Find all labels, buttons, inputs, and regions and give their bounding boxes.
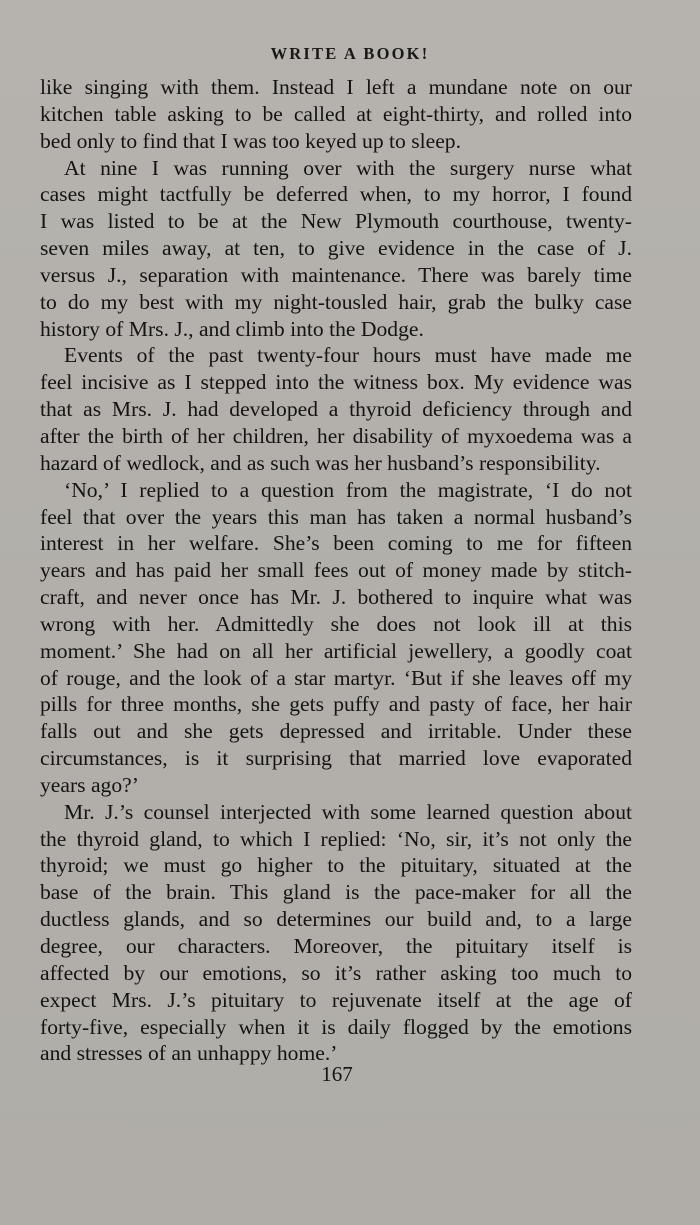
- text-line: I was listed to be at the New Plymouth courthouse, twenty-: [40, 209, 632, 234]
- running-head: WRITE A BOOK!: [270, 44, 430, 63]
- text-line: feel that over the years this man has taken a normal husband’s: [40, 504, 632, 529]
- text-line: moment.’ She had on all her artificial jewellery, a goodly coat: [40, 638, 632, 663]
- text-line: expect Mrs. J.’s pituitary to rejuvenate itself at the age of: [40, 987, 632, 1012]
- page-number: 167: [321, 1062, 353, 1086]
- text-line: craft, and never once has Mr. J. bothered to inquire what was: [40, 585, 632, 610]
- text-line: ‘No,’ I replied to a question from the magistrate, ‘I do not: [64, 477, 632, 502]
- text-line: bed only to find that I was too keyed up to sleep.: [40, 128, 461, 153]
- text-line: Mr. J.’s counsel interjected with some learned question about: [64, 799, 632, 824]
- body-text: [40, 74, 632, 1067]
- text-line: like singing with them. Instead I left a mundane note on our: [40, 75, 632, 99]
- text-line: versus J., separation with maintenance. There was barely time: [40, 262, 632, 287]
- text-line: At nine I was running over with the surgery nurse what: [64, 155, 632, 180]
- text-line: years and has paid her small fees out of money made by stitch-: [40, 558, 632, 583]
- text-line: interest in her welfare. She’s been coming to me for fifteen: [40, 531, 632, 556]
- text-line: hazard of wedlock, and as such was her husband’s responsibility.: [40, 450, 601, 475]
- text-line: ductless glands, and so determines our build and, to a large: [40, 907, 632, 932]
- text-line: after the birth of her children, her disability of myxoedema was a: [40, 423, 632, 448]
- text-line: falls out and she gets depressed and irritable. Under these: [40, 719, 632, 744]
- text-line: cases might tactfully be deferred when, to my horror, I found: [40, 182, 632, 207]
- text-line: feel incisive as I stepped into the witness box. My evidence was: [40, 370, 632, 395]
- text-line: forty-five, especially when it is daily flogged by the emotions: [40, 1014, 632, 1039]
- text-line: history of Mrs. J., and climb into the Dodge.: [40, 316, 424, 341]
- text-line: Events of the past twenty-four hours must have made me: [64, 343, 632, 368]
- text-line: seven miles away, at ten, to give evidence in the case of J.: [40, 236, 632, 261]
- text-line: thyroid; we must go higher to the pituitary, situated at the: [40, 853, 632, 878]
- text-line: to do my best with my night-tousled hair, grab the bulky case: [40, 289, 632, 314]
- text-line: of rouge, and the look of a star martyr. ‘But if she leaves off my: [40, 665, 632, 690]
- text-line: that as Mrs. J. had developed a thyroid deficiency through and: [40, 397, 632, 422]
- text-line: affected by our emotions, so it’s rather asking too much to: [40, 960, 632, 985]
- text-line: kitchen table asking to be called at eight-thirty, and rolled into: [40, 101, 632, 126]
- text-line: and stresses of an unhappy home.’: [40, 1041, 338, 1066]
- text-line: base of the brain. This gland is the pace-maker for all the: [40, 880, 632, 905]
- text-line: the thyroid gland, to which I replied: ‘No, sir, it’s not only the: [40, 826, 632, 851]
- text-line: degree, our characters. Moreover, the pituitary itself is: [40, 934, 632, 958]
- text-line: wrong with her. Admittedly she does not look ill at this: [40, 611, 632, 636]
- text-line: pills for three months, she gets puffy and pasty of face, her hair: [40, 692, 632, 717]
- text-line: circumstances, is it surprising that married love evaporated: [40, 746, 632, 771]
- text-line: years ago?’: [40, 772, 139, 797]
